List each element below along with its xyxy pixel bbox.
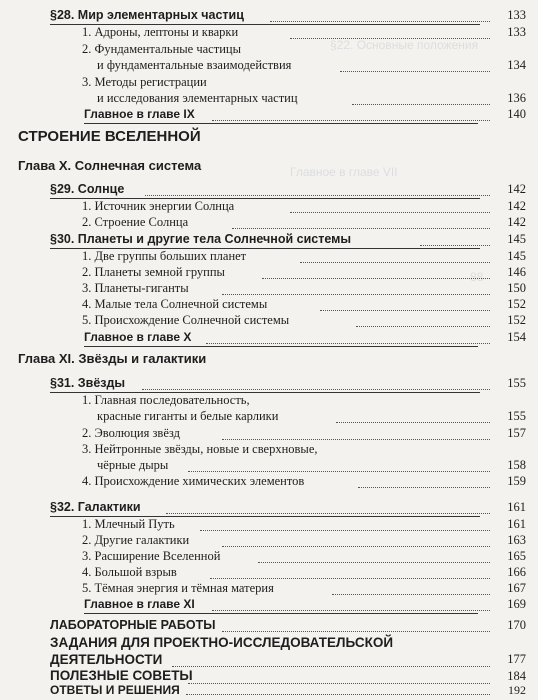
leader-dots bbox=[222, 294, 490, 295]
page-number: 142 bbox=[507, 215, 526, 229]
page-number: 166 bbox=[507, 565, 526, 579]
leader-dots bbox=[320, 310, 490, 311]
leader-dots bbox=[300, 262, 490, 263]
leader-dots bbox=[188, 683, 490, 684]
leader-dots bbox=[356, 326, 490, 327]
toc-item[interactable]: 2. Эволюция звёзд bbox=[82, 426, 180, 440]
toc-item[interactable]: красные гиганты и белые карлики bbox=[97, 409, 279, 423]
chapter-summary[interactable]: Главное в главе XI bbox=[84, 597, 195, 611]
toc-item[interactable]: 1. Млечный Путь bbox=[82, 517, 175, 531]
leader-dots bbox=[186, 694, 490, 695]
page-number: 145 bbox=[507, 232, 526, 246]
page-number: 161 bbox=[507, 517, 526, 531]
bleed-through: 88 bbox=[470, 270, 484, 284]
page-number: 161 bbox=[507, 500, 526, 514]
page-number: 159 bbox=[507, 474, 526, 488]
section-29-title[interactable]: §29. Солнце bbox=[50, 182, 125, 196]
toc-item[interactable]: 1. Адроны, лептоны и кварки bbox=[82, 25, 239, 39]
leader-dots bbox=[262, 278, 490, 279]
page-number: 154 bbox=[507, 330, 526, 344]
page-number: 192 bbox=[508, 683, 526, 697]
toc-item[interactable]: и фундаментальные взаимодействия bbox=[97, 58, 292, 72]
leader-dots bbox=[290, 38, 490, 39]
page-number: 140 bbox=[507, 107, 526, 121]
toc-item[interactable]: 1. Две группы больших планет bbox=[82, 249, 247, 263]
toc-item[interactable]: 1. Источник энергии Солнца bbox=[82, 199, 235, 213]
toc-item[interactable]: 3. Расширение Вселенной bbox=[82, 549, 221, 563]
toc-item[interactable]: 3. Планеты-гиганты bbox=[82, 281, 189, 295]
toc-item[interactable]: 2. Планеты земной группы bbox=[82, 265, 225, 279]
toc-item[interactable]: 3. Нейтронные звёзды, новые и сверхновые, bbox=[82, 442, 318, 456]
page-number: 150 bbox=[507, 281, 526, 295]
section-31-title[interactable]: §31. Звёзды bbox=[50, 376, 126, 390]
toc-item[interactable]: 4. Большой взрыв bbox=[82, 565, 177, 579]
leader-dots bbox=[172, 666, 490, 667]
section-underline bbox=[50, 232, 480, 249]
toc-item[interactable]: 5. Происхождение Солнечной системы bbox=[82, 313, 290, 327]
page-number: 170 bbox=[507, 618, 526, 632]
toc-item[interactable]: чёрные дыры bbox=[97, 458, 169, 472]
page-number: 169 bbox=[507, 597, 526, 611]
section-underline bbox=[50, 500, 480, 517]
summary-underline bbox=[84, 107, 478, 124]
leader-dots bbox=[232, 228, 490, 229]
page-number: 146 bbox=[507, 265, 526, 279]
leader-dots bbox=[358, 487, 490, 488]
chapter-title: Глава X. Солнечная система bbox=[18, 158, 202, 173]
part-title: СТРОЕНИЕ ВСЕЛЕННОЙ bbox=[18, 128, 201, 145]
page-number: 184 bbox=[507, 669, 526, 683]
page-number: 152 bbox=[507, 297, 526, 311]
leader-dots bbox=[258, 562, 490, 563]
toc-item[interactable]: и исследования элементарных частиц bbox=[97, 91, 298, 105]
section-underline bbox=[50, 376, 480, 393]
chapter-title: Глава XI. Звёзды и галактики bbox=[18, 351, 207, 366]
chapter-summary[interactable]: Главное в главе IX bbox=[84, 107, 195, 121]
toc-item[interactable]: 1. Главная последовательность, bbox=[82, 393, 250, 407]
project-tasks-line1[interactable]: ЗАДАНИЯ ДЛЯ ПРОЕКТНО-ИССЛЕДОВАТЕЛЬСКОЙ bbox=[50, 635, 394, 650]
toc-item[interactable]: 2. Строение Солнца bbox=[82, 215, 189, 229]
toc-item[interactable]: 4. Происхождение химических элементов bbox=[82, 474, 305, 488]
bleed-through: Главное в главе VII bbox=[290, 165, 398, 179]
toc-item[interactable]: 2. Фундаментальные частицы bbox=[82, 42, 241, 56]
toc-item[interactable]: 5. Тёмная энергия и тёмная материя bbox=[82, 581, 274, 595]
page-number: 142 bbox=[507, 199, 526, 213]
page-number: 158 bbox=[507, 458, 526, 472]
section-32-title[interactable]: §32. Галактики bbox=[50, 500, 141, 514]
toc-item[interactable]: 3. Методы регистрации bbox=[82, 75, 207, 89]
leader-dots bbox=[222, 546, 490, 547]
summary-underline bbox=[84, 597, 478, 614]
leader-dots bbox=[290, 212, 490, 213]
toc-item[interactable]: 2. Другие галактики bbox=[82, 533, 190, 547]
page-number: 142 bbox=[507, 182, 526, 196]
toc-item[interactable]: 4. Малые тела Солнечной системы bbox=[82, 297, 268, 311]
page-number: 134 bbox=[507, 58, 526, 72]
leader-dots bbox=[222, 631, 490, 632]
page-number: 167 bbox=[507, 581, 526, 595]
leader-dots bbox=[210, 578, 490, 579]
leader-dots bbox=[332, 594, 490, 595]
page-number: 133 bbox=[507, 8, 526, 22]
page-number: 152 bbox=[507, 313, 526, 327]
page-number: 177 bbox=[507, 652, 526, 666]
chapter-summary[interactable]: Главное в главе X bbox=[84, 330, 192, 344]
leader-dots bbox=[352, 104, 490, 105]
summary-underline bbox=[84, 330, 478, 347]
page-number: 155 bbox=[507, 409, 526, 423]
lab-works[interactable]: ЛАБОРАТОРНЫЕ РАБОТЫ bbox=[50, 618, 216, 632]
leader-dots bbox=[336, 422, 490, 423]
section-28-title[interactable]: §28. Мир элементарных частиц bbox=[50, 8, 244, 22]
leader-dots bbox=[200, 530, 490, 531]
leader-dots bbox=[188, 471, 490, 472]
page-number: 157 bbox=[507, 426, 526, 440]
section-30-title[interactable]: §30. Планеты и другие тела Солнечной системы bbox=[50, 232, 352, 246]
leader-dots bbox=[340, 71, 490, 72]
section-underline bbox=[50, 8, 480, 25]
page-number: 165 bbox=[507, 549, 526, 563]
page-number: 136 bbox=[507, 91, 526, 105]
page-number: 155 bbox=[507, 376, 526, 390]
page-number: 133 bbox=[507, 25, 526, 39]
useful-tips[interactable]: ПОЛЕЗНЫЕ СОВЕТЫ bbox=[50, 668, 193, 683]
leader-dots bbox=[222, 439, 490, 440]
page-number: 163 bbox=[507, 533, 526, 547]
project-tasks-line2[interactable]: ДЕЯТЕЛЬНОСТИ bbox=[50, 652, 163, 667]
section-underline bbox=[50, 182, 480, 199]
page-number: 145 bbox=[507, 249, 526, 263]
answers-solutions[interactable]: ОТВЕТЫ И РЕШЕНИЯ bbox=[50, 683, 180, 697]
bleed-through: §22. Основные положения bbox=[330, 38, 479, 52]
